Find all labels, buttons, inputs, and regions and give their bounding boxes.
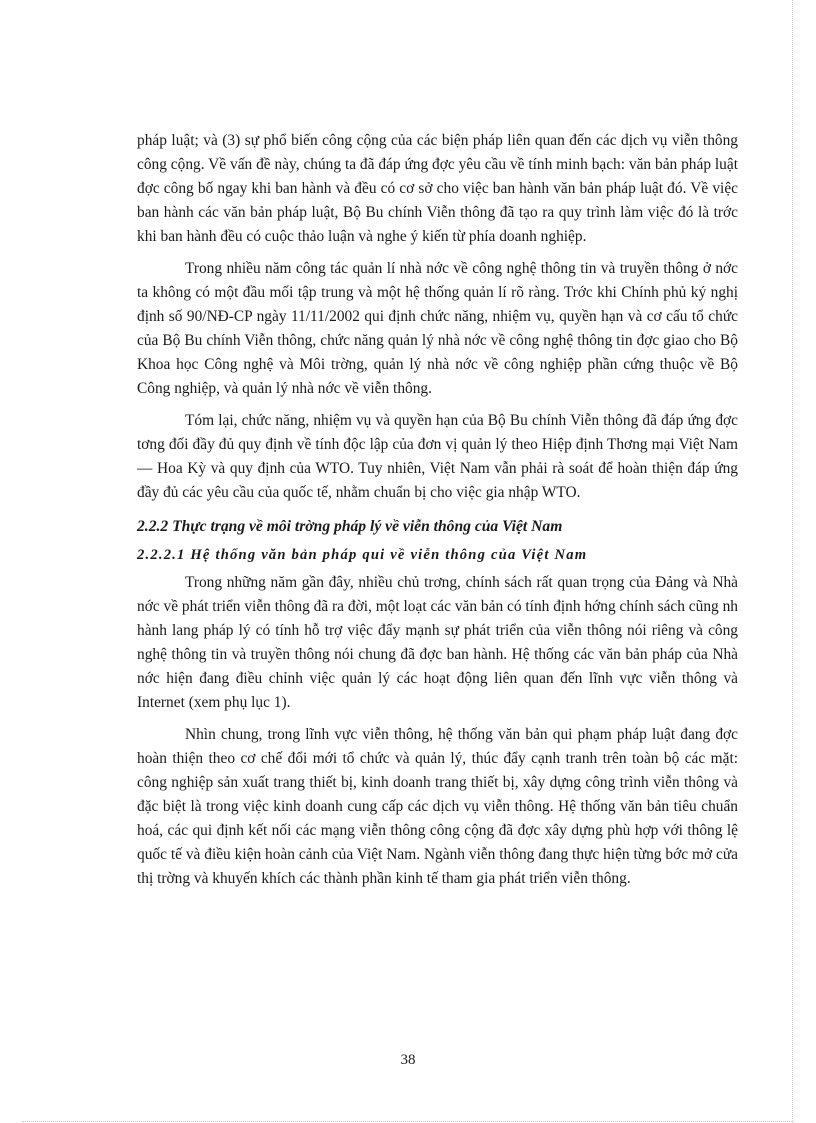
subsection-heading: 2.2.2.1 Hệ thống văn bản pháp qui về viễn thông của Việt Nam — [137, 547, 588, 563]
page-content — [137, 129, 738, 899]
page-edge-divider — [792, 0, 793, 1123]
paragraph-1: pháp luật; và (3) sự phổ biến công cộng của các biện pháp liên quan đến các dịch vụ viễn thông công cộng. Về vấn đề này, chúng ta đã đáp ứng đợc yêu cầu về tính minh bạch: văn bản pháp luật đợc công bố ngay khi ban hành và đều có cơ sở cho việc ban hành văn bản pháp luật đó. Về việc ban hành các văn bản pháp luật, Bộ Bu chính Viễn thông đã tạo ra quy trình làm việc đó là trớc khi ban hành đều có cuộc thảo luận và nghe ý kiến từ phía doanh nghiệp. — [137, 132, 738, 245]
page-number: 38 — [400, 1052, 416, 1068]
paragraph-2: Trong nhiều năm công tác quản lí nhà nớc về công nghệ thông tin và truyền thông ở nớc ta không có một đầu mối tập trung và một hệ thống quản lí rõ ràng. Trớc khi Chính phủ ký nghị định số 90/NĐ-CP ngày 11/11/2002 qui định chức năng, nhiệm vụ, quyền hạn và cơ cấu tổ chức của Bộ Bu chính Viễn thông, chức năng quản lý nhà nớc về công nghệ thông tin đợc giao cho Bộ Khoa học Công nghệ và Môi trờng, quản lý nhà nớc về công nghiệp phần cứng thuộc về Bộ Công nghiệp, và quản lý nhà nớc về viễn thông. — [137, 260, 738, 397]
paragraph-3: Tóm lại, chức năng, nhiệm vụ và quyền hạn của Bộ Bu chính Viễn thông đã đáp ứng đợc tơng đối đầy đủ quy định về tính độc lập của đơn vị quản lý theo Hiệp định Thơng mại Việt Nam — Hoa Kỳ và quy định của WTO. Tuy nhiên, Việt Nam vẫn phải rà soát để hoàn thiện đáp ứng đầy đủ các yêu cầu của quốc tế, nhằm chuẩn bị cho việc gia nhập WTO. — [137, 412, 738, 501]
paragraph-5: Nhìn chung, trong lĩnh vực viễn thông, hệ thống văn bản qui phạm pháp luật đang đợc hoàn thiện theo cơ chế đổi mới tổ chức và quản lý, thúc đẩy cạnh tranh trên toàn bộ các mặt: công nghiệp sản xuất trang thiết bị, kinh doanh trang thiết bị, xây dựng công trình viễn thông và đặc biệt là trong việc kinh doanh cung cấp các dịch vụ viễn thông. Hệ thống văn bản tiêu chuẩn hoá, các qui định kết nối các mạng viễn thông công cộng đã đợc xây dựng phù hợp với thông lệ quốc tế và điều kiện hoàn cảnh của Việt Nam. Ngành viễn thông đang thực hiện từng bớc mở cửa thị trờng và khuyến khích các thành phần kinh tế tham gia phát triển viễn thông. — [137, 726, 738, 887]
paragraph-4: Trong những năm gần đây, nhiều chủ trơng, chính sách rất quan trọng của Đảng và Nhà nớc về phát triển viễn thông đã ra đời, một loạt các văn bản có tính định hớng chính sách cũng nh hành lang pháp lý có tính hỗ trợ việc đẩy mạnh sự phát triển của viễn thông nói riêng và công nghệ thông tin và truyền thông nói chung đã đợc ban hành. Hệ thống các văn bản pháp của Nhà nớc hiện đang điều chỉnh việc quản lý các hoạt động liên quan đến lĩnh vực viễn thông và Internet (xem phụ lục 1). — [137, 574, 738, 711]
page-bottom-divider — [22, 1121, 794, 1122]
section-heading: 2.2.2 Thực trạng về môi trờng pháp lý về viễn thông của Việt Nam — [137, 518, 563, 535]
